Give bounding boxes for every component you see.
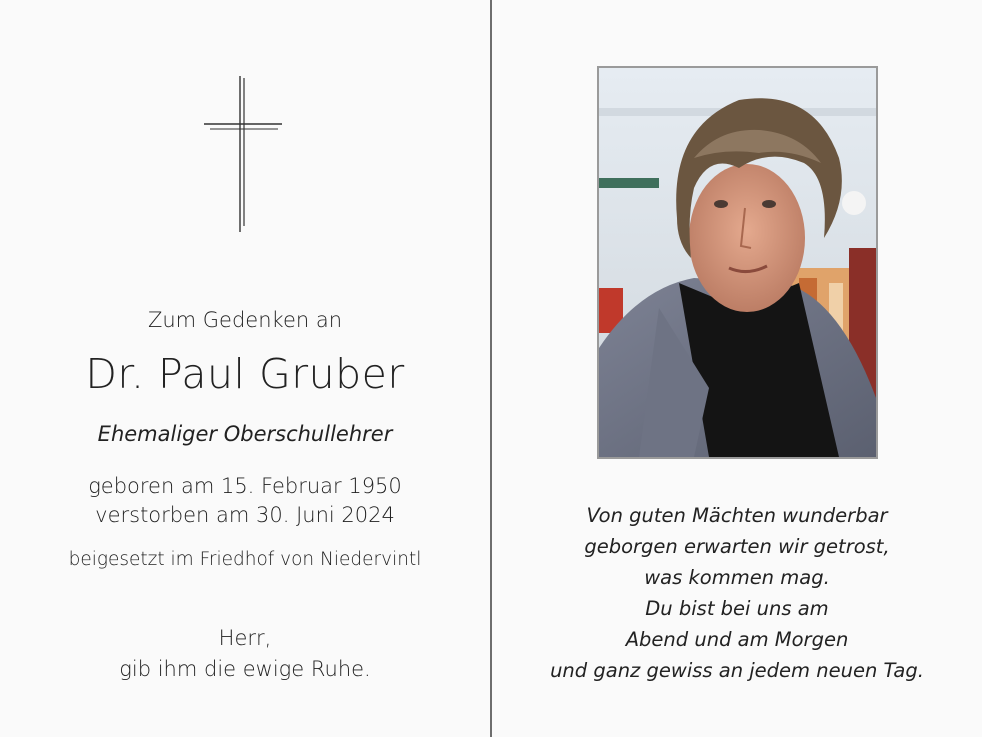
prayer-line-2: gib ihm die ewige Ruhe. (119, 657, 371, 681)
poem-line: und ganz gewiss an jedem neuen Tag. (550, 659, 924, 682)
intro-text: Zum Gedenken an (147, 308, 343, 332)
poem-line: was kommen mag. (644, 566, 830, 589)
cross-icon (200, 76, 284, 234)
burial-place: beigesetzt im Friedhof von Niedervintl (68, 549, 422, 570)
portrait-photo (597, 66, 878, 459)
poem-line: Abend und am Morgen (625, 628, 849, 651)
deceased-role: Ehemaliger Oberschullehrer (97, 422, 393, 446)
deceased-name: Dr. Paul Gruber (85, 350, 405, 398)
birth-date: geboren am 15. Februar 1950 (88, 474, 402, 498)
poem-line: Du bist bei uns am (645, 597, 829, 620)
poem-line: geborgen erwarten wir getrost, (584, 535, 890, 558)
prayer-line-1: Herr, (218, 626, 272, 650)
poem-text (492, 500, 982, 686)
right-panel (492, 0, 982, 737)
left-panel (0, 0, 490, 737)
death-date: verstorben am 30. Juni 2024 (95, 503, 395, 527)
poem-line: Von guten Mächten wunderbar (586, 504, 888, 527)
